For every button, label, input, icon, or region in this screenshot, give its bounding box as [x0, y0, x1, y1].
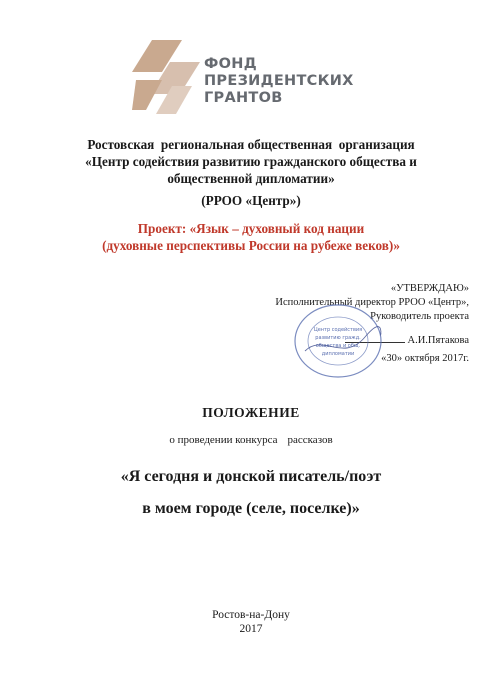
approval-date: «30» октября 2017г.: [381, 353, 469, 364]
contest-line-2: в моем городе (селе, поселке)»: [142, 500, 360, 517]
organization-name: [0, 136, 502, 187]
approval-position-2: Руководитель проекта: [370, 311, 469, 322]
document-subtitle: [0, 434, 502, 446]
subtitle-part-2: рассказов: [287, 434, 333, 446]
document-footer: [0, 608, 502, 636]
logo-line-2: ПРЕЗИДЕНТСКИХ: [204, 73, 354, 89]
logo-line-3: ГРАНТОВ: [204, 90, 283, 106]
svg-text:дипломатии: дипломатии: [321, 351, 355, 357]
svg-text:развитию гражд.: развитию гражд.: [315, 335, 361, 341]
footer-city: Ростов-на-Дону: [212, 609, 290, 621]
organization-abbreviation: (РРОО «Центр»): [201, 193, 301, 208]
logo-line-1: ФОНД: [204, 56, 257, 72]
approval-header: «УТВЕРЖДАЮ»: [390, 283, 469, 294]
contest-name: [0, 461, 502, 525]
organization-stamp-icon: [293, 303, 383, 379]
grants-logo-mark-icon: [132, 40, 200, 118]
document-title: ПОЛОЖЕНИЕ: [202, 405, 300, 420]
footer-year: 2017: [239, 623, 263, 635]
organization-line-3: общественной дипломатии»: [167, 171, 335, 186]
approval-position-1: Исполнительный директор РРОО «Центр»,: [275, 297, 469, 308]
logo-wordmark: [204, 56, 354, 107]
project-line-1: Проект: «Язык – духовный код нации: [137, 221, 365, 236]
project-line-2: (духовные перспективы России на рубеже веков)»: [102, 238, 400, 253]
approval-name: А.И.Пятакова: [407, 335, 469, 346]
subtitle-part-1: о проведении конкурса: [169, 434, 278, 446]
organization-line-2: «Центр содействия развитию гражданского общества и: [85, 154, 417, 169]
organization-line-1: Ростовская региональная общественная организация: [87, 137, 415, 152]
svg-text:Центр содействия: Центр содействия: [313, 327, 363, 333]
contest-line-1: «Я сегодня и донской писатель/поэт: [120, 468, 382, 485]
presidential-grants-logo: [132, 40, 354, 120]
svg-text:общества и общ.: общества и общ.: [315, 343, 361, 349]
project-title: [0, 220, 502, 254]
